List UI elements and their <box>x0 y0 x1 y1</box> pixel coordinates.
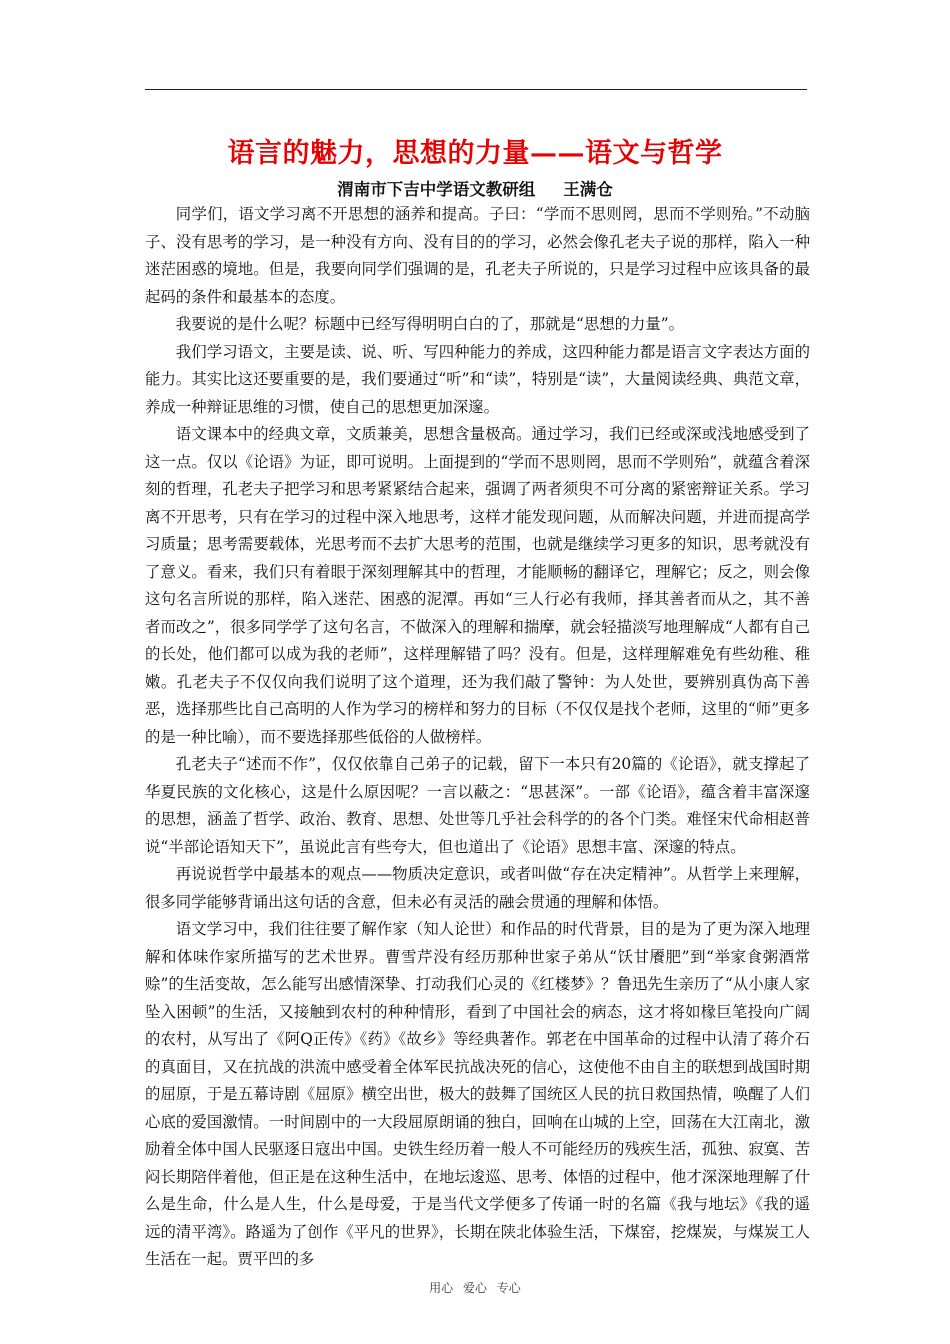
byline <box>0 176 950 200</box>
paragraph: 语文课本中的经典文章，文质兼美，思想含量极高。通过学习，我们已经或深或浅地感受到了这一点。仅以《论语》为证，即可说明。上面提到的“学而不思则罔，思而不学则殆”，就蕴含着深刻的哲理，孔老夫子把学习和思考紧紧结合起来，强调了两者须臾不可分离的紧密辩证关系。学习离不开思考，只有在学习的过程中深入地思考，这样才能发现问题，从而解决问题，并进而提高学习质量；思考需要载体，光思考而不去扩大思考的范围，也就是继续学习更多的知识，思考就没有了意义。看来，我们只有着眼于深刻理解其中的哲理，才能顺畅的翻译它，理解它；反之，则会像这句名言所说的那样，陷入迷茫、困惑的泥潭。再如“三人行必有我师，择其善者而从之，其不善者而改之”，很多同学学了这句名言，不做深入的理解和揣摩，就会轻描淡写地理解成“人都有自己的长处，他们都可以成为我的老师”，这样理解错了吗？没有。但是，这样理解难免有些幼稚、稚嫩。孔老夫子不仅仅向我们说明了这个道理，还为我们敲了警钟：为人处世，要辨别真伪高下善恶，选择那些比自己高明的人作为学习的榜样和努力的目标（不仅仅是找个老师，这里的“师”更多的是一种比喻），而不要选择那些低俗的人做榜样。 <box>145 425 810 746</box>
article-body <box>145 201 810 1274</box>
paragraph: 同学们，语文学习离不开思想的涵养和提高。子曰：“学而不思则罔，思而不学则殆。”不动脑子、没有思考的学习，是一种没有方向、没有目的的学习，必然会像孔老夫子说的那样，陷入一种迷茫困惑的境地。但是，我要向同学们强调的是，孔老夫子所说的，只是学习过程中应该具备的最起码的条件和最基本的态度。 <box>145 205 810 306</box>
header-rule <box>145 89 807 90</box>
author-organization: 渭南市下吉中学语文教研组 <box>337 180 536 199</box>
paragraph: 我要说的是什么呢？标题中已经写得明明白白的了，那就是“思想的力量”。 <box>175 315 685 333</box>
paragraph: 孔老夫子“述而不作”，仅仅依靠自己弟子的记载，留下一本只有20篇的《论语》，就支撑起了华夏民族的文化核心，这是什么原因呢？一言以蔽之：“思甚深”。一部《论语》，蕴含着丰富深邃的思想，涵盖了哲学、政治、教育、思想、处世等几乎社会科学的的各个门类。难怪宋代命相赵普说“半部论语知天下”，虽说此言有些夸大，但也道出了《论语》思想丰富、深邃的特点。 <box>145 755 810 856</box>
page-footer: 用心 爱心 专心 <box>429 1281 521 1295</box>
paragraph: 再说说哲学中最基本的观点——物质决定意识，或者叫做“存在决定精神”。从哲学上来理解，很多同学能够背诵出这句话的含意，但未必有灵活的融会贯通的理解和体悟。 <box>145 865 810 911</box>
paragraph: 我们学习语文，主要是读、说、听、写四种能力的养成，这四种能力都是语言文字表达方面的能力。其实比这还要重要的是，我们要通过“听”和“读”，特别是“读”，大量阅读经典、典范文章，养成一种辩证思维的习惯，使自己的思想更加深邃。 <box>145 342 810 416</box>
paragraph: 语文学习中，我们往往要了解作家（知人论世）和作品的时代背景，目的是为了更为深入地理解和体味作家所描写的艺术世界。曹雪芹没有经历那种世家子弟从“饫甘餍肥”到“举家食粥酒常赊”的生活变故，怎么能写出感情深挚、打动我们心灵的《红楼梦》？鲁迅先生亲历了“从小康人家坠入困顿”的生活，又接触到农村的种种情形，看到了中国社会的病态，这才将如椽巨笔投向广阔的农村，从写出了《阿Q正传》《药》《故乡》等经典著作。郭老在中国革命的过程中认清了蒋介石的真面目，又在抗战的洪流中感受着全体军民抗战决死的信心，这使他不由自主的联想到战国时期的屈原，于是五幕诗剧《屈原》横空出世，极大的鼓舞了国统区人民的抗日救国热情，唤醒了人们心底的爱国激情。一时间剧中的一大段屈原朗诵的独白，回响在山城的上空，回荡在大江南北，激励着全体中国人民驱逐日寇出中国。史铁生经历着一般人不可能经历的残疾生活，孤独、寂寞、苦闷长期陪伴着他，但正是在这种生活中，在地坛逡巡、思考、体悟的过程中，他才深深地理解了什么是生命，什么是人生，什么是母爱，于是当代文学便多了传诵一时的名篇《我与地坛》《我的遥远的清平湾》。路遥为了创作《平凡的世界》，长期在陕北体验生活，下煤窑，挖煤炭，与煤炭工人生活在一起。贾平凹的多 <box>145 920 810 1268</box>
author-name: 王满仓 <box>563 180 613 199</box>
document-title: 语言的魅力，思想的力量——语文与哲学 <box>227 138 723 169</box>
